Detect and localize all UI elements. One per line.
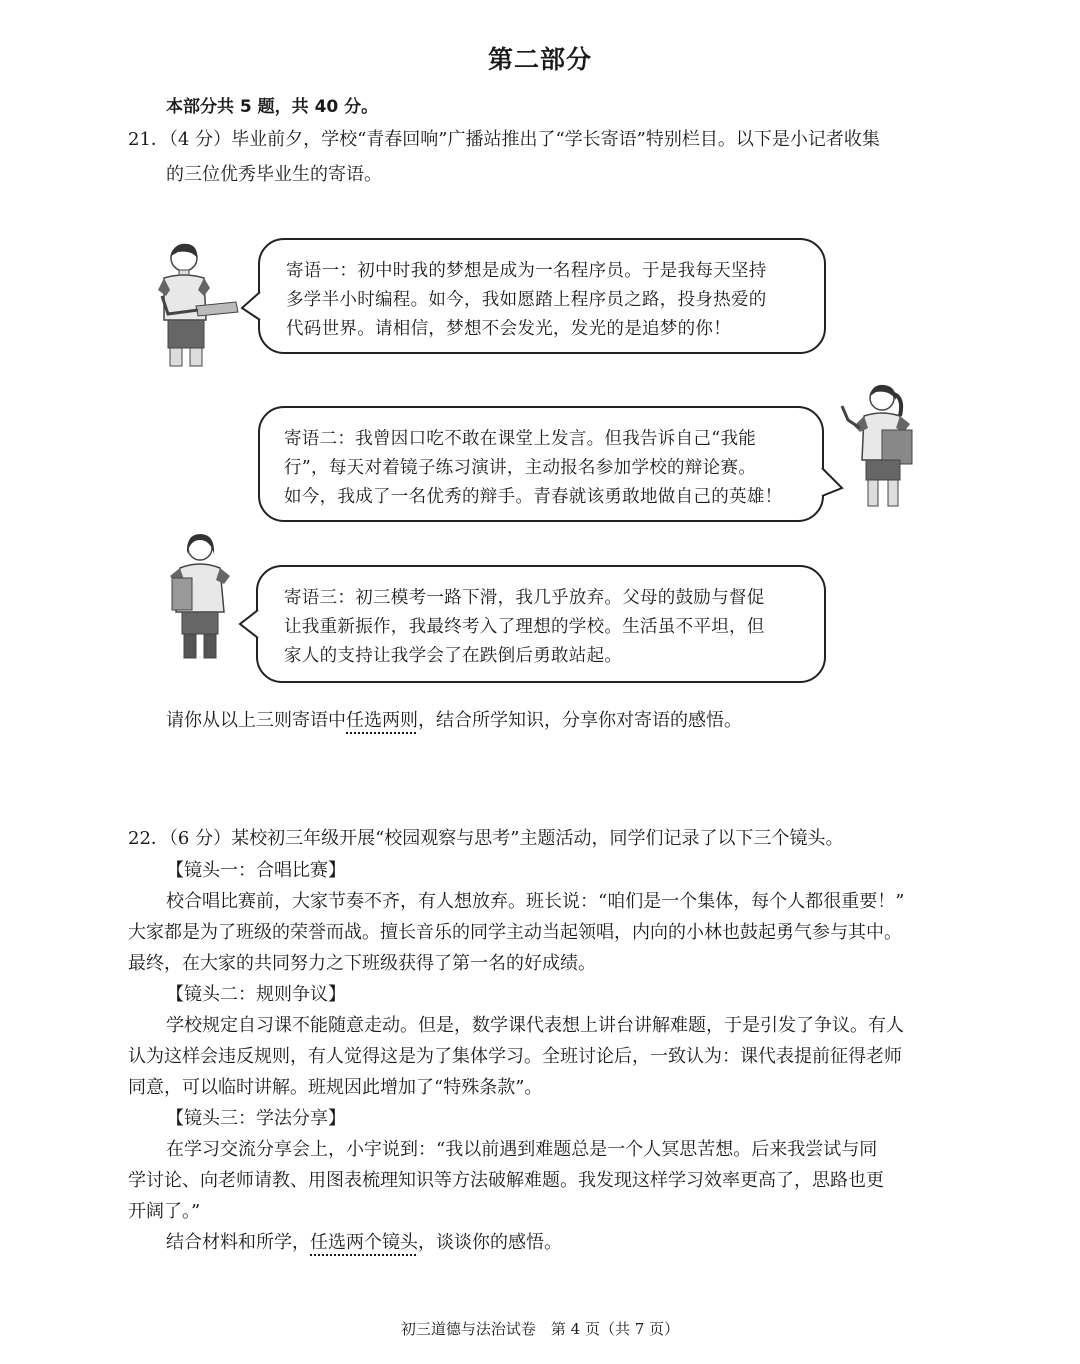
section-intro: 本部分共 5 题，共 40 分。 <box>166 97 379 117</box>
shot2-line3: 同意，可以临时讲解。班规因此增加了“特殊条款”。 <box>128 1077 543 1098</box>
q22-question-pre: 结合材料和所学， <box>166 1232 310 1253</box>
bubble2-line3: 如今，我成了一名优秀的辩手。青春就该勇敢地做自己的英雄！ <box>284 487 783 507</box>
message-bubble-2 <box>258 406 824 522</box>
message-bubble-3 <box>256 565 826 683</box>
bubble3-line2: 让我重新振作，我最终考入了理想的学校。生活虽不平坦，但 <box>284 617 765 637</box>
bubble2-line2: 行”，每天对着镜子练习演讲，主动报名参加学校的辩论赛。 <box>284 458 757 478</box>
shot1-line2: 大家都是为了班级的荣誉而战。擅长音乐的同学主动当起领唱，内向的小林也鼓起勇气参与其中。 <box>128 922 902 943</box>
q21-stem-line1: 21．（4 分）毕业前夕，学校“青春回响”广播站推出了“学长寄语”特别栏目。以下是小记者收集 <box>128 129 880 150</box>
girl-pointing-figure <box>838 376 928 510</box>
shot1-line3: 最终，在大家的共同努力之下班级获得了第一名的好成绩。 <box>128 953 596 974</box>
boy-reading-figure <box>148 236 244 370</box>
shot2-line2: 认为这样会违反规则，有人觉得这是为了集体学习。全班讨论后，一致认为：课代表提前征得老师 <box>128 1046 902 1067</box>
shot2-title: 【镜头二：规则争议】 <box>166 984 346 1005</box>
bubble1-line2: 多学半小时编程。如今，我如愿踏上程序员之路，投身热爱的 <box>286 290 767 310</box>
shot3-line1: 在学习交流分享会上，小宇说到：“我以前遇到难题总是一个人冥思苦想。后来我尝试与同 <box>166 1139 878 1160</box>
q22-question <box>166 1228 562 1258</box>
q21-question-emphasis: 任选两则 <box>346 710 418 731</box>
bubble1-line3: 代码世界。请相信，梦想不会发光，发光的是追梦的你！ <box>286 319 731 339</box>
shot3-line3: 开阔了。” <box>128 1201 201 1222</box>
shot3-title: 【镜头三：学法分享】 <box>166 1108 346 1129</box>
q22-question-emphasis: 任选两个镜头 <box>310 1232 418 1253</box>
q21-question-pre: 请你从以上三则寄语中 <box>166 710 346 731</box>
section-title: 第二部分 <box>487 45 592 74</box>
q22-stem: 22．（6 分）某校初三年级开展“校园观察与思考”主题活动，同学们记录了以下三个镜头。 <box>128 828 844 849</box>
bubble1-line1: 寄语一：初中时我的梦想是成为一名程序员。于是我每天坚持 <box>286 261 767 281</box>
shot3-line2: 学讨论、向老师请教、用图表梳理知识等方法破解难题。我发现这样学习效率更高了，思路也更 <box>128 1170 884 1191</box>
message-bubble-1 <box>258 238 826 354</box>
girl-holding-book-figure <box>160 528 240 662</box>
q21-stem-line2: 的三位优秀毕业生的寄语。 <box>166 164 382 185</box>
page-footer: 初三道德与法治试卷 第 4 页（共 7 页） <box>400 1320 680 1338</box>
shot2-line1: 学校规定自习课不能随意走动。但是，数学课代表想上讲台讲解难题，于是引发了争议。有人 <box>166 1015 904 1036</box>
shot1-line1: 校合唱比赛前，大家节奏不齐，有人想放弃。班长说：“咱们是一个集体，每个人都很重要！” <box>166 891 905 912</box>
bubble3-line3: 家人的支持让我学会了在跌倒后勇敢站起。 <box>284 646 623 666</box>
q22-question-post: ，谈谈你的感悟。 <box>418 1232 562 1253</box>
bubble3-tail <box>238 608 260 642</box>
shot1-title: 【镜头一：合唱比赛】 <box>166 860 346 881</box>
bubble3-line1: 寄语三：初三模考一路下滑，我几乎放弃。父母的鼓励与督促 <box>284 588 765 608</box>
q21-question-post: ，结合所学知识，分享你对寄语的感悟。 <box>418 710 742 731</box>
q21-question <box>166 706 742 736</box>
bubble1-tail <box>240 290 262 324</box>
bubble2-line1: 寄语二：我曾因口吃不敢在课堂上发言。但我告诉自己“我能 <box>284 429 757 449</box>
